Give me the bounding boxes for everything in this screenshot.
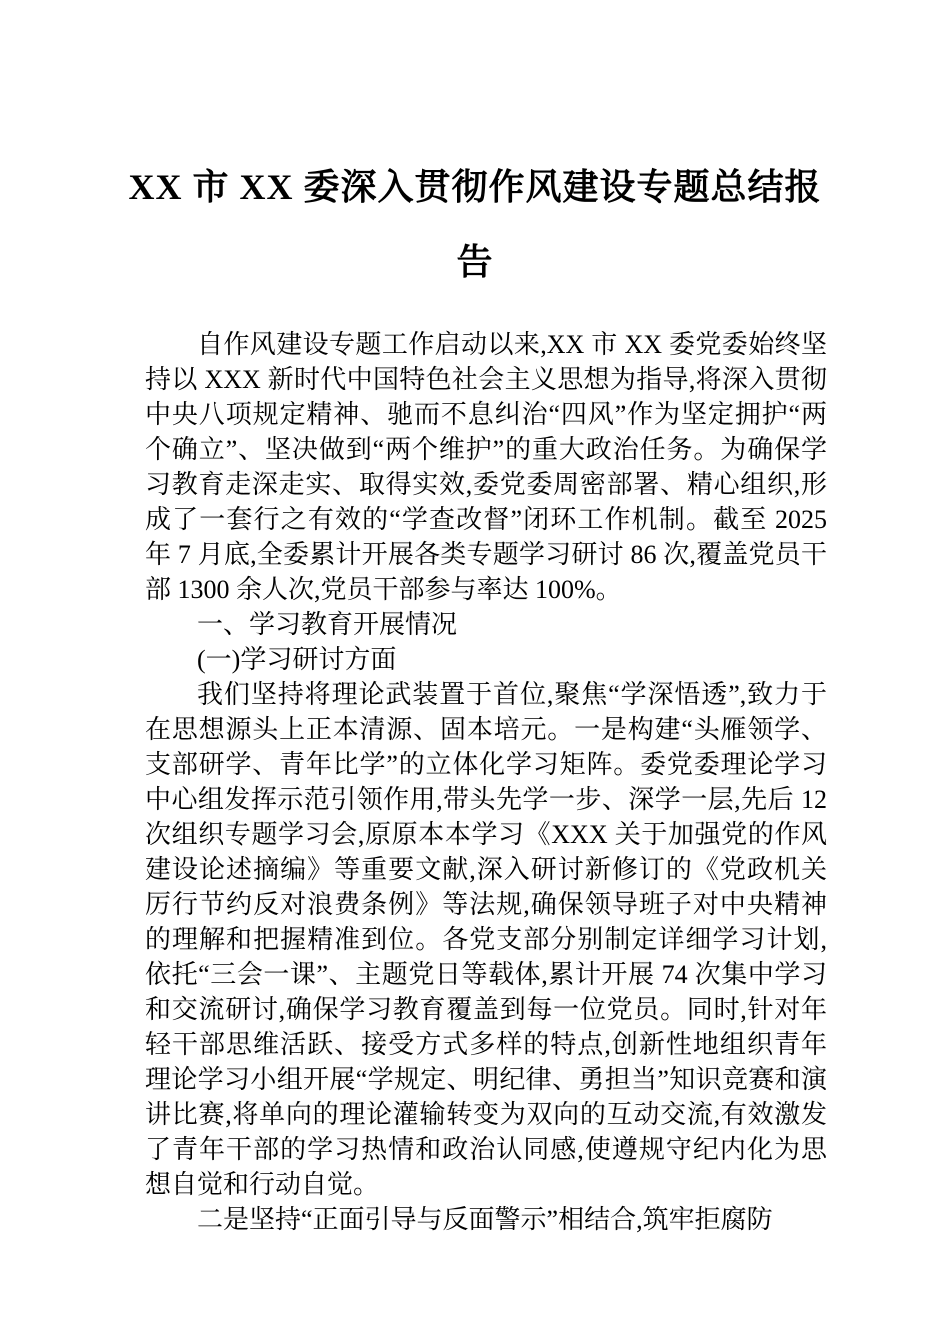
document-body (145, 327, 827, 1237)
document-title-line-2: 告 (456, 242, 494, 282)
paragraph-study-discussion: 我们坚持将理论武装置于首位,聚焦“学深悟透”,致力于在思想源头上正本清源、固本培元。一是构建“头雁领学、支部研学、青年比学”的立体化学习矩阵。委党委理论学习中心组发挥示范引领作用,带头先学一步、深学一层,先后 12 次组织专题学习会,原原本本学习《XXX 关于加强党的作风建设论述摘编》等重要文献,深入研讨新修订的《党政机关厉行节约反对浪费条例》等法规,确保领导班子对中央精神的理解和把握精准到位。各党支部分别制定详细学习计划,依托“三会一课”、主题党日等载体,累计开展 74 次集中学习和交流研讨,确保学习教育覆盖到每一位党员。同时,针对年轻干部思维活跃、接受方式多样的特点,创新性地组织青年理论学习小组开展“学规定、明纪律、勇担当”知识竞赛和演讲比赛,将单向的理论灌输转变为双向的互动交流,有效激发了青年干部的学习热情和政治认同感,使遵规守纪内化为思想自觉和行动自觉。 (145, 680, 827, 1199)
paragraph-second-point-truncated: 二是坚持“正面引导与反面警示”相结合,筑牢拒腐防 (197, 1205, 773, 1234)
paragraph-intro: 自作风建设专题工作启动以来,XX 市 XX 委党委始终坚持以 XXX 新时代中国特色社会主义思想为指导,将深入贯彻中央八项规定精神、驰而不息纠治“四风”作为坚定拥护“两个确立”、坚决做到“两个维护”的重大政治任务。为确保学习教育走深走实、取得实效,委党委周密部署、精心组织,形成了一套行之有效的“学查改督”闭环工作机制。截至 2025 年 7 月底,全委累计开展各类专题学习研讨 86 次,覆盖党员干部 1300 余人次,党员干部参与率达 100%。 (145, 330, 827, 604)
document-title-line-1: XX 市 XX 委深入贯彻作风建设专题总结报 (128, 167, 822, 207)
section-heading-1: 一、学习教育开展情况 (197, 610, 458, 639)
section-heading-1-1: (一)学习研讨方面 (197, 645, 397, 674)
document-title (95, 150, 855, 300)
